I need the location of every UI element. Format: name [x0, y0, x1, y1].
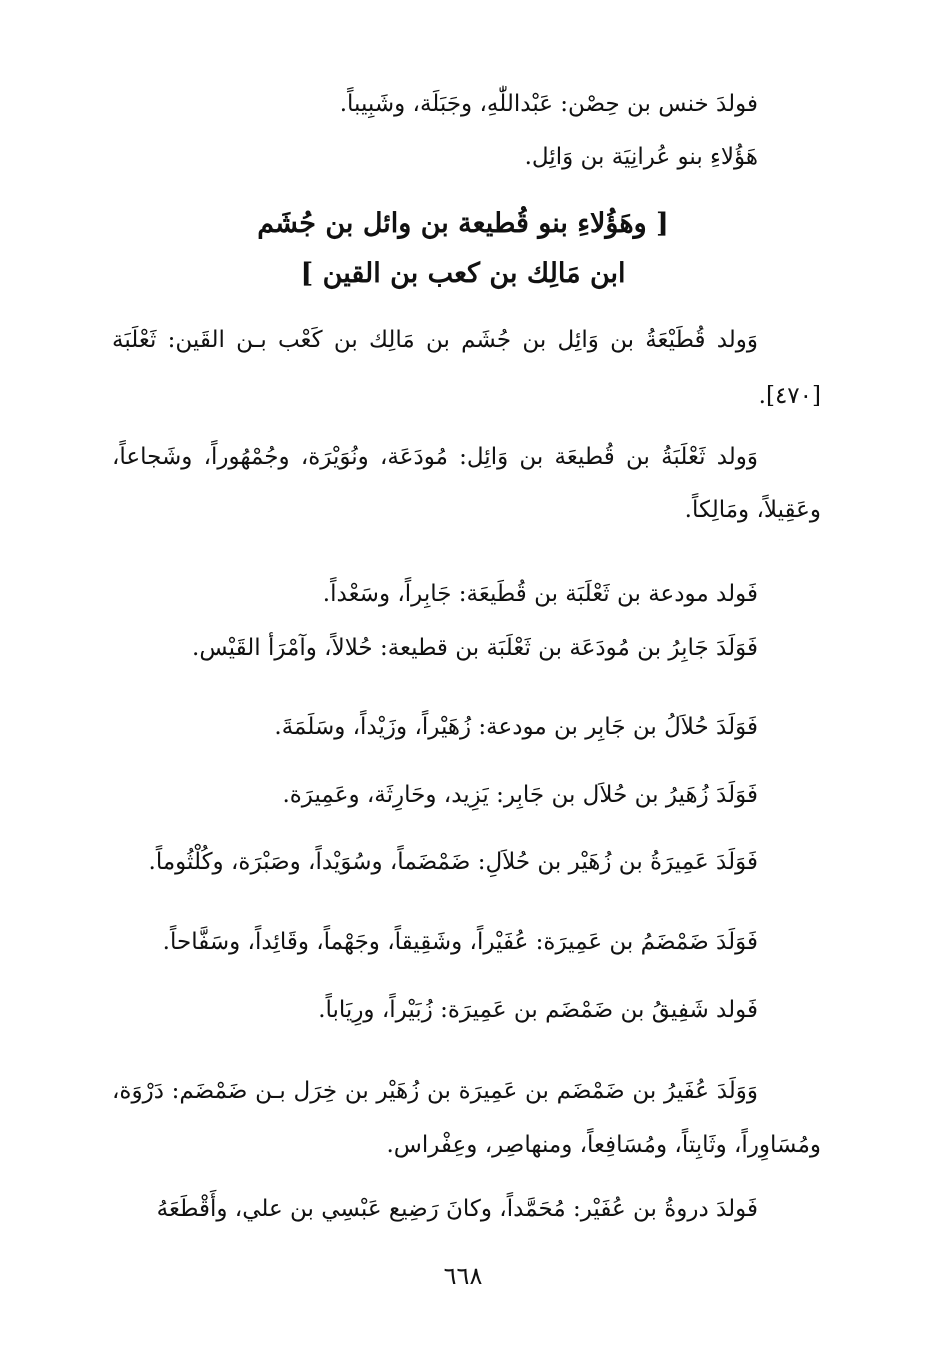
text-line: وَولد ثَعْلَبَةُ بن قُطيعَة بن وَائِل: مُودَعَة، ونُوَيْرَة، وجُمْهُوراً، وشَجاعاً، [112, 444, 758, 470]
text-line: فَوَلَدَ جَابِرُ بن مُودَعَة بن ثَعْلَبَة بن قطيعة: حُلالاً، وآمْرَأ القَيْس. [192, 635, 758, 661]
text-line: فَولد مودعة بن ثَعْلَبَة بن قُطَيعَة: جَابِراً، وسَعْداً. [322, 581, 758, 607]
text-line: وَولد قُطَيْعَةُ بن وَائِل بن جُشَم بن مَالِك بن كَعْب بـن القَين: ثَعْلَبَة [112, 327, 758, 353]
text-line: فَولدَ دروةُ بن عُفَيْر: مُحَمَّداً، وكانَ رَضِيع عَبْسِي بن علي، وأَقْطَعَهُ [156, 1196, 758, 1222]
text-line: هَؤُلاءِ بنو عُرانِيَة بن وَائِل. [524, 144, 758, 170]
text-line: وَوَلَدَ عُفَيرُ بن ضَمْضَم بن عَمِيرَة بن زُهَيْر بن خِرَل بـن ضَمْضَم: دَرْوَة، [112, 1078, 758, 1104]
text-line: ومُسَاوِراً، وثَابِتاً، ومُسَافِعاً، ومنهاصِر، وعِفْراس. [386, 1132, 821, 1158]
text-line: [٤٧٠]. [758, 383, 821, 409]
text-line: فَولد شَفِيقُ بن ضَمْضَم بن عَمِيرَة: زُبَيْراً، ورِيَاباً. [318, 997, 758, 1023]
text-line: فَوَلَدَ زُهَيرُ بن حُلاَل بن جَابِر: يَزِيد، وحَارِثَة، وعَمِيرَة. [282, 782, 758, 808]
text-line: فَوَلَدَ حُلاَلُ بن جَابِر بن مودعة: زُهَيْراً، وزَيْداً، وسَلَمَةَ. [274, 714, 758, 740]
text-line: فَوَلَدَ عَمِيرَةُ بن زُهَيْر بن حُلاَلِ: ضَمْضَماً، وسُوَيْداً، وصَبْرَة، وكُلْثُوماً. [148, 849, 758, 875]
text-line: فولدَ خنس بن حِصْن: عَبْداللّٰهِ، وجَبَلَة، وشَبِيباً. [339, 91, 758, 117]
text-line: فَوَلَدَ ضَمْضَمُ بن عَمِيرَة: عُفَيْراً، وشَقِيقاً، وجَهْماً، وقَائِداً، وسَفَّاحاً. [162, 929, 758, 955]
text-line: وعَقِيلاً، ومَالِكاً. [684, 497, 821, 523]
section-heading: ابن مَالِك بن كعب بن القين ] [300, 258, 626, 289]
page-number: ٦٦٨ [443, 1262, 483, 1290]
section-heading: [ وهَؤُلاءِ بنو قُطيعة بن وائل بن جُشَم [257, 208, 669, 239]
